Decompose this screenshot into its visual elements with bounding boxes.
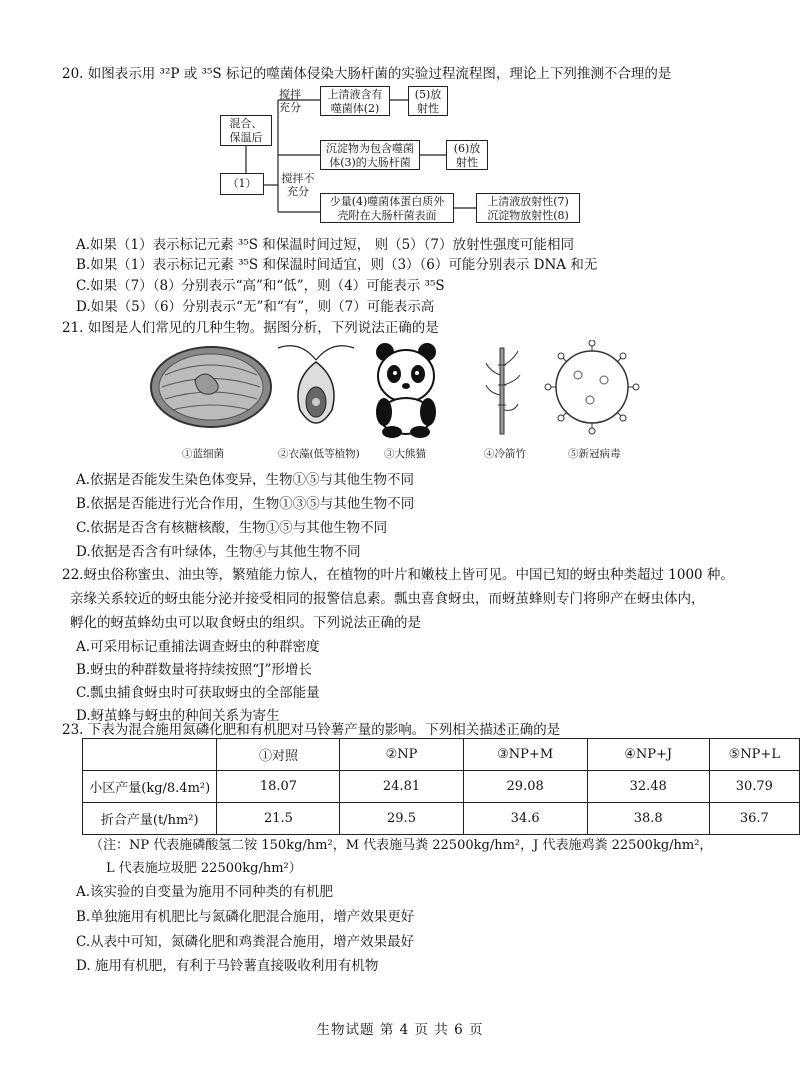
flow-stir-partial-label: 搅拌不充分 (281, 172, 315, 198)
coronavirus-illustration (545, 340, 639, 434)
q21-option-a: A.依据是否能发生染色体变异，生物①⑤与其他生物不同 (76, 472, 415, 488)
q22-option-a: A.可采用标记重捕法调查蚜虫的种群密度 (76, 639, 320, 655)
q23-option-b: B.单独施用有机肥比与氮磷化肥混合施用，增产效果更好 (76, 909, 415, 925)
table-header-cell: ⑤NP+L (709, 739, 799, 771)
q23-note-line-1: （注：NP 代表施磷酸氢二铵 150kg/hm²，M 代表施马粪 22500kg/hm²，J 代表施鸡粪 22500kg/hm²， (90, 838, 713, 853)
q21-organisms-figure (0, 340, 800, 440)
table-header-cell: ②NP (340, 739, 463, 771)
page-footer: 生物试题 第 4 页 共 6 页 (316, 1022, 484, 1038)
table-cell: 18.07 (217, 771, 340, 803)
table-header-cell (83, 739, 217, 771)
q23-yield-table (82, 738, 800, 835)
table-row (83, 771, 800, 803)
table-cell: 29.08 (463, 771, 587, 803)
table-cell: 21.5 (217, 803, 340, 835)
q22-stem-line-2: 亲缘关系较近的蚜虫能分泌并接受相同的报警信息素。瓢虫喜食蚜虫，而蚜茧蜂则专门将卵产在蚜虫体内， (70, 591, 705, 607)
q20-option-c: C.如果（7）（8）分别表示“高”和“低”，则（4）可能表示 ³⁵S (76, 278, 445, 294)
q21-caption-5: ⑤新冠病毒 (568, 448, 621, 460)
flow-precipitate-box: 沉淀物为包含噬菌体(3)的大肠杆菌 (320, 140, 420, 170)
q21-caption-2: ②衣藻(低等植物) (278, 448, 360, 460)
table-cell: 30.79 (709, 771, 799, 803)
table-cell: 折合产量(t/hm²) (83, 803, 217, 835)
q21-option-c: C.依据是否含有核糖核酸，生物①⑤与其他生物不同 (76, 520, 388, 536)
table-cell: 24.81 (340, 771, 463, 803)
table-cell: 29.5 (340, 803, 463, 835)
flow-radioactivity-5-box: (5)放射性 (408, 86, 448, 116)
flow-step-1-box: （1） (220, 173, 264, 195)
q23-stem: 23. 下表为混合施用氮磷化肥和有机肥对马铃薯产量的影响。下列相关描述正确的是 (62, 722, 561, 738)
table-cell: 38.8 (587, 803, 709, 835)
table-header-cell: ①对照 (217, 739, 340, 771)
q23-option-c: C.从表中可知，氮磷化肥和鸡粪混合施用，增产效果最好 (76, 934, 415, 950)
table-header-cell: ④NP+J (587, 739, 709, 771)
flow-supernatant-box: 上清液含有噬菌体(2) (320, 86, 390, 116)
panda-illustration (376, 343, 436, 438)
q21-caption-1: ①蓝细菌 (182, 448, 224, 460)
q20-option-b: B.如果（1）表示标记元素 ³⁵S 和保温时间适宜，则（3）（6）可能分别表示 DNA 和无 (76, 257, 598, 273)
table-header-cell: ③NP+M (463, 739, 587, 771)
table-cell: 小区产量(kg/8.4m²) (83, 771, 217, 803)
q20-stem: 20. 如图表示用 ³²P 或 ³⁵S 标记的噬菌体侵染大肠杆菌的实验过程流程图，理论上下列推测不合理的是 (62, 66, 672, 82)
flow-stir-full-label: 搅拌充分 (279, 88, 301, 114)
q22-stem-line-3: 孵化的蚜茧蜂幼虫可以取食蚜虫的组织。下列说法正确的是 (70, 615, 421, 631)
table-row (83, 803, 800, 835)
flow-radioactivity-6-box: (6)放射性 (446, 140, 488, 170)
q21-stem: 21. 如图是人们常见的几种生物。据图分析，下列说法正确的是 (62, 320, 439, 336)
table-cell: 32.48 (587, 771, 709, 803)
q23-note-line-2: L 代表施垃圾肥 22500kg/hm²） (106, 861, 302, 876)
q23-option-a: A.该实验的自变量为施用不同种类的有机肥 (76, 884, 334, 900)
table-cell: 36.7 (709, 803, 799, 835)
q20-option-d: D.如果（5）（6）分别表示“无”和“有”，则（7）可能表示高 (76, 299, 435, 315)
q20-option-a: A.如果（1）表示标记元素 ³⁵S 和保温时间过短， 则（5）（7）放射性强度可能相同 (76, 237, 575, 253)
q21-option-b: B.依据是否能进行光合作用，生物①③⑤与其他生物不同 (76, 496, 415, 512)
q21-option-d: D.依据是否含有叶绿体，生物④与其他生物不同 (76, 544, 361, 560)
flow-radioactivity-78-box: 上清液放射性(7) 沉淀物放射性(8) (476, 193, 580, 223)
q23-option-d: D. 施用有机肥，有利于马铃薯直接吸收利用有机物 (76, 958, 379, 974)
q22-option-d: D.蚜茧蜂与蚜虫的种间关系为寄生 (76, 708, 280, 724)
q22-option-c: C.瓢虫捕食蚜虫时可获取蚜虫的全部能量 (76, 685, 320, 701)
table-cell: 34.6 (463, 803, 587, 835)
table-header-row (83, 739, 800, 771)
bamboo-illustration (486, 348, 520, 434)
q21-caption-4: ④冷箭竹 (484, 448, 526, 460)
q22-option-b: B.蚜虫的种群数量将持续按照“J”形增长 (76, 662, 312, 678)
q21-caption-3: ③大熊猫 (384, 448, 426, 460)
flow-partial-box: 少量(4)噬菌体蛋白质外壳附在大肠杆菌表面 (320, 193, 454, 223)
flow-mix-box: 混合、保温后 (220, 115, 272, 146)
cyanobacterium-illustration (151, 347, 271, 427)
chlamydomonas-illustration (278, 346, 354, 423)
q22-stem-line-1: 22.蚜虫俗称蜜虫、油虫等，繁殖能力惊人，在植物的叶片和嫩枝上皆可见。中国已知的蚜虫种类超过 1000 种。 (62, 567, 734, 583)
